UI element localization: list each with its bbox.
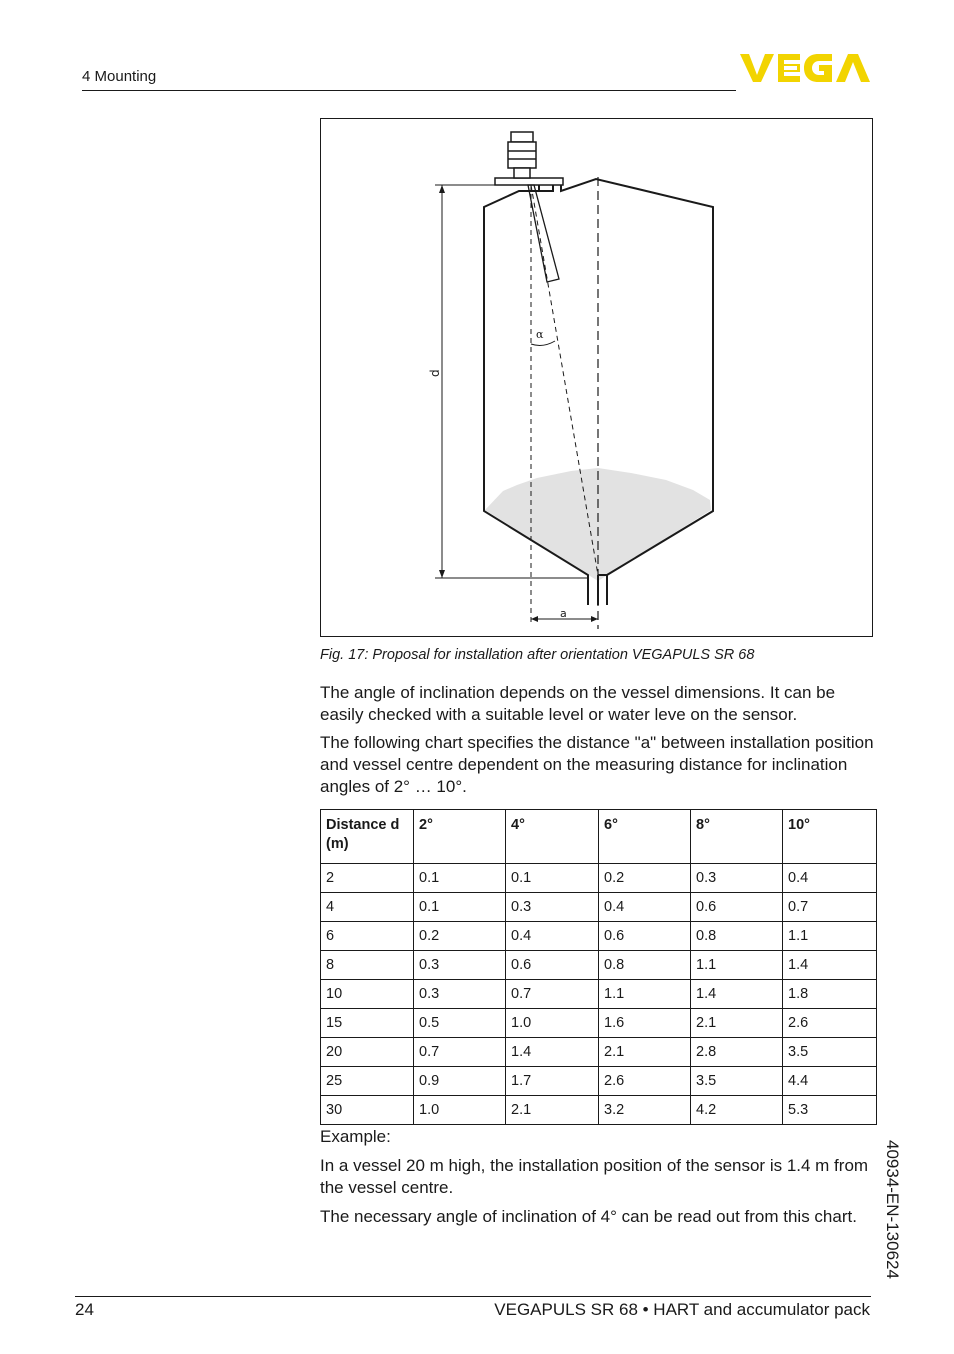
table-cell: 1.0 bbox=[414, 1096, 506, 1125]
table-cell: 1.1 bbox=[599, 980, 691, 1009]
alpha-label: α bbox=[536, 328, 544, 341]
d-label: d bbox=[428, 369, 442, 377]
table-row bbox=[321, 893, 877, 922]
table-cell: 0.6 bbox=[691, 893, 783, 922]
table-cell: 3.5 bbox=[783, 1038, 877, 1067]
table-cell: 4.4 bbox=[783, 1067, 877, 1096]
table-cell: 30 bbox=[321, 1096, 414, 1125]
table-row bbox=[321, 864, 877, 893]
table-row bbox=[321, 951, 877, 980]
product-fill bbox=[485, 468, 711, 581]
table-cell: 0.4 bbox=[783, 864, 877, 893]
table-cell: 0.2 bbox=[414, 922, 506, 951]
table-cell: 0.6 bbox=[506, 951, 599, 980]
table-cell: 3.2 bbox=[599, 1096, 691, 1125]
table-cell: 2.1 bbox=[691, 1009, 783, 1038]
table-cell: 1.6 bbox=[599, 1009, 691, 1038]
table-cell: 4.2 bbox=[691, 1096, 783, 1125]
table-cell: 2 bbox=[321, 864, 414, 893]
table-row bbox=[321, 1067, 877, 1096]
table-header-cell: Distance d (m) bbox=[321, 810, 414, 864]
table-cell: 0.3 bbox=[506, 893, 599, 922]
footer-rule bbox=[75, 1296, 871, 1297]
paragraph-chart-intro: The following chart specifies the distance "a" between installation position and vessel centre dependent on the measuring distance for inclination angles of 2° … 10°. bbox=[320, 733, 874, 796]
angle-arc bbox=[531, 341, 555, 345]
table-cell: 1.1 bbox=[691, 951, 783, 980]
vega-logo bbox=[740, 50, 872, 86]
figure-caption: Fig. 17: Proposal for installation after orientation VEGAPULS SR 68 bbox=[320, 647, 755, 663]
table-cell: 0.7 bbox=[506, 980, 599, 1009]
table-header-cell: 8° bbox=[691, 810, 783, 864]
table-cell: 2.1 bbox=[506, 1096, 599, 1125]
table-cell: 1.7 bbox=[506, 1067, 599, 1096]
sensor-flange bbox=[495, 178, 563, 185]
table-cell: 2.6 bbox=[599, 1067, 691, 1096]
table-cell: 0.3 bbox=[414, 980, 506, 1009]
table-cell: 0.3 bbox=[691, 864, 783, 893]
table-cell: 0.7 bbox=[414, 1038, 506, 1067]
table-cell: 0.8 bbox=[691, 922, 783, 951]
table-cell: 6 bbox=[321, 922, 414, 951]
paragraph-inclination: The angle of inclination depends on the vessel dimensions. It can be easily checked with a suitable level or water leve on the sensor. bbox=[320, 683, 836, 724]
installation-figure bbox=[320, 118, 873, 637]
table-cell: 25 bbox=[321, 1067, 414, 1096]
page-number: 24 bbox=[75, 1300, 94, 1319]
table-cell: 0.1 bbox=[506, 864, 599, 893]
table-cell: 2.1 bbox=[599, 1038, 691, 1067]
table-cell: 0.6 bbox=[599, 922, 691, 951]
distance-table bbox=[320, 809, 877, 1125]
table-row bbox=[321, 922, 877, 951]
table-cell: 1.4 bbox=[506, 1038, 599, 1067]
table-cell: 10 bbox=[321, 980, 414, 1009]
table-cell: 1.1 bbox=[783, 922, 877, 951]
table-cell: 4 bbox=[321, 893, 414, 922]
section-label: 4 Mounting bbox=[82, 68, 157, 85]
table-cell: 1.4 bbox=[783, 951, 877, 980]
table-header-cell: 2° bbox=[414, 810, 506, 864]
table-header-cell: 6° bbox=[599, 810, 691, 864]
header-rule bbox=[82, 90, 736, 91]
table-cell: 0.2 bbox=[599, 864, 691, 893]
antenna-horn bbox=[528, 185, 559, 282]
table-header-cell: 10° bbox=[783, 810, 877, 864]
table-cell: 0.5 bbox=[414, 1009, 506, 1038]
table-cell: 20 bbox=[321, 1038, 414, 1067]
table-header-cell: 4° bbox=[506, 810, 599, 864]
paragraph-angle: The necessary angle of inclination of 4° can be read out from this chart. bbox=[320, 1207, 857, 1226]
paragraph-example: In a vessel 20 m high, the installation position of the sensor is 1.4 m from the vessel centre. bbox=[320, 1156, 869, 1197]
table-cell: 0.4 bbox=[599, 893, 691, 922]
table-header-row bbox=[321, 810, 877, 864]
vessel-diagram bbox=[321, 119, 872, 636]
table-cell: 1.8 bbox=[783, 980, 877, 1009]
a-label: a bbox=[560, 607, 567, 620]
table-cell: 0.1 bbox=[414, 893, 506, 922]
document-code: 40934-EN-130624 bbox=[883, 1140, 902, 1279]
table-cell: 2.8 bbox=[691, 1038, 783, 1067]
table-cell: 15 bbox=[321, 1009, 414, 1038]
table-cell: 0.8 bbox=[599, 951, 691, 980]
sensor-housing bbox=[508, 132, 536, 178]
table-cell: 0.7 bbox=[783, 893, 877, 922]
example-label: Example: bbox=[320, 1127, 391, 1146]
table-cell: 3.5 bbox=[691, 1067, 783, 1096]
table-cell: 0.9 bbox=[414, 1067, 506, 1096]
table-cell: 1.0 bbox=[506, 1009, 599, 1038]
table-row bbox=[321, 1038, 877, 1067]
table-cell: 2.6 bbox=[783, 1009, 877, 1038]
table-cell: 1.4 bbox=[691, 980, 783, 1009]
table-row bbox=[321, 1009, 877, 1038]
table-cell: 0.4 bbox=[506, 922, 599, 951]
table-cell: 8 bbox=[321, 951, 414, 980]
footer-title: VEGAPULS SR 68 • HART and accumulator pack bbox=[494, 1300, 870, 1319]
table-cell: 5.3 bbox=[783, 1096, 877, 1125]
table-cell: 0.3 bbox=[414, 951, 506, 980]
table-row bbox=[321, 980, 877, 1009]
table-row bbox=[321, 1096, 877, 1125]
table-cell: 0.1 bbox=[414, 864, 506, 893]
